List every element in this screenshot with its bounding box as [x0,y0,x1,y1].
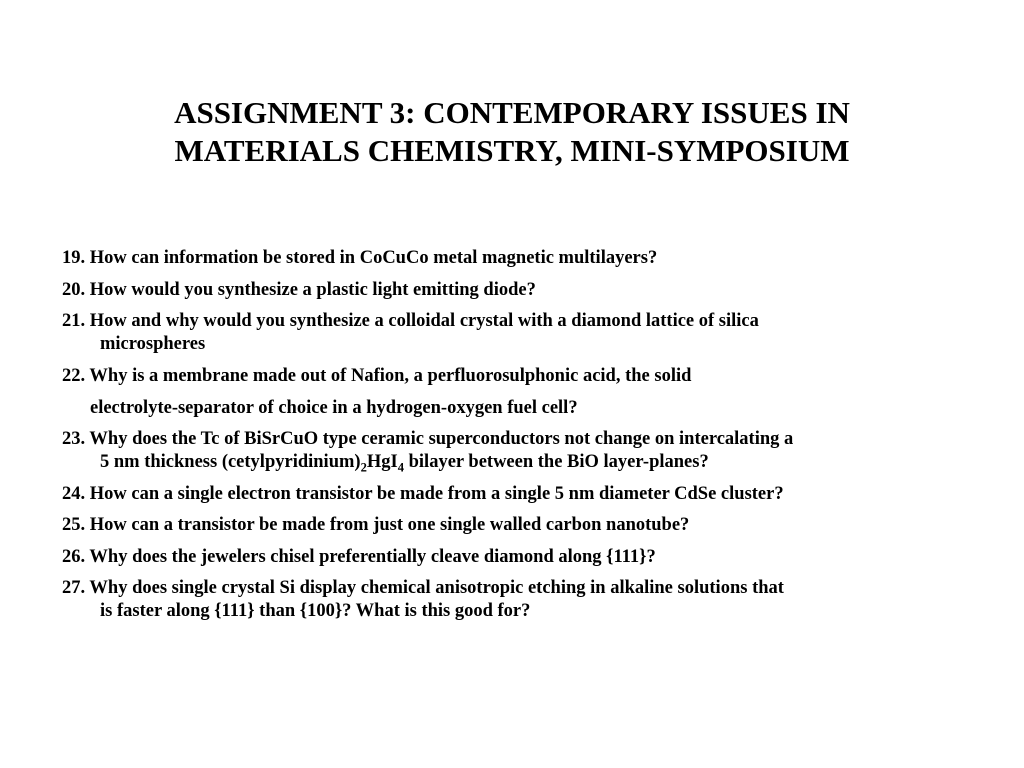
question-20 [62,278,982,302]
question-list [62,246,982,631]
question-23 [62,427,982,474]
question-21-continuation: microspheres [100,334,206,354]
slide-title-line-2: MATERIALS CHEMISTRY, MINI-SYMPOSIUM [174,133,850,168]
question-19 [62,246,982,270]
question-24-text: 24. How can a single electron transistor be made from a single 5 nm diameter CdSe cluster? [62,483,784,504]
question-23-text: 23. Why does the Tc of BiSrCuO type ceramic superconductors not change on intercalating a [62,429,794,449]
question-22 [62,364,982,388]
question-22-text: 22. Why is a membrane made out of Nafion, a perfluorosulphonic acid, the solid [62,365,692,386]
question-20-text: 20. How would you synthesize a plastic light emitting diode? [62,279,536,300]
question-23-part-c: bilayer between the BiO layer-planes? [404,452,709,472]
question-24 [62,482,982,506]
question-26-text: 26. Why does the jewelers chisel preferentially cleave diamond along {111}? [62,546,656,567]
question-23-subscript-a: 2 [360,460,367,475]
slide-title-line-1: ASSIGNMENT 3: CONTEMPORARY ISSUES IN [174,95,850,130]
question-23-continuation [62,450,982,474]
question-23-subscript-b: 4 [397,460,404,475]
question-25-text: 25. How can a transistor be made from just one single walled carbon nanotube? [62,515,690,535]
question-27-text: 27. Why does single crystal Si display chemical anisotropic etching in alkaline solutions that [62,578,784,598]
question-23-part-b: HgI [366,452,398,472]
question-21 [62,309,982,356]
question-23-part-a: 5 nm thickness (cetylpyridinium) [100,452,361,472]
question-26 [62,545,982,569]
question-19-text: 19. How can information be stored in CoCuCo metal magnetic multilayers? [62,248,658,268]
question-21-text: 21. How and why would you synthesize a colloidal crystal with a diamond lattice of silica [62,311,759,331]
slide-title [60,94,964,170]
question-22-continuation-line [62,396,982,420]
question-27 [62,576,982,623]
question-22-continuation: electrolyte-separator of choice in a hydrogen-oxygen fuel cell? [90,397,578,418]
question-25 [62,513,982,537]
question-27-continuation: is faster along {111} than {100}? What is this good for? [100,601,531,621]
